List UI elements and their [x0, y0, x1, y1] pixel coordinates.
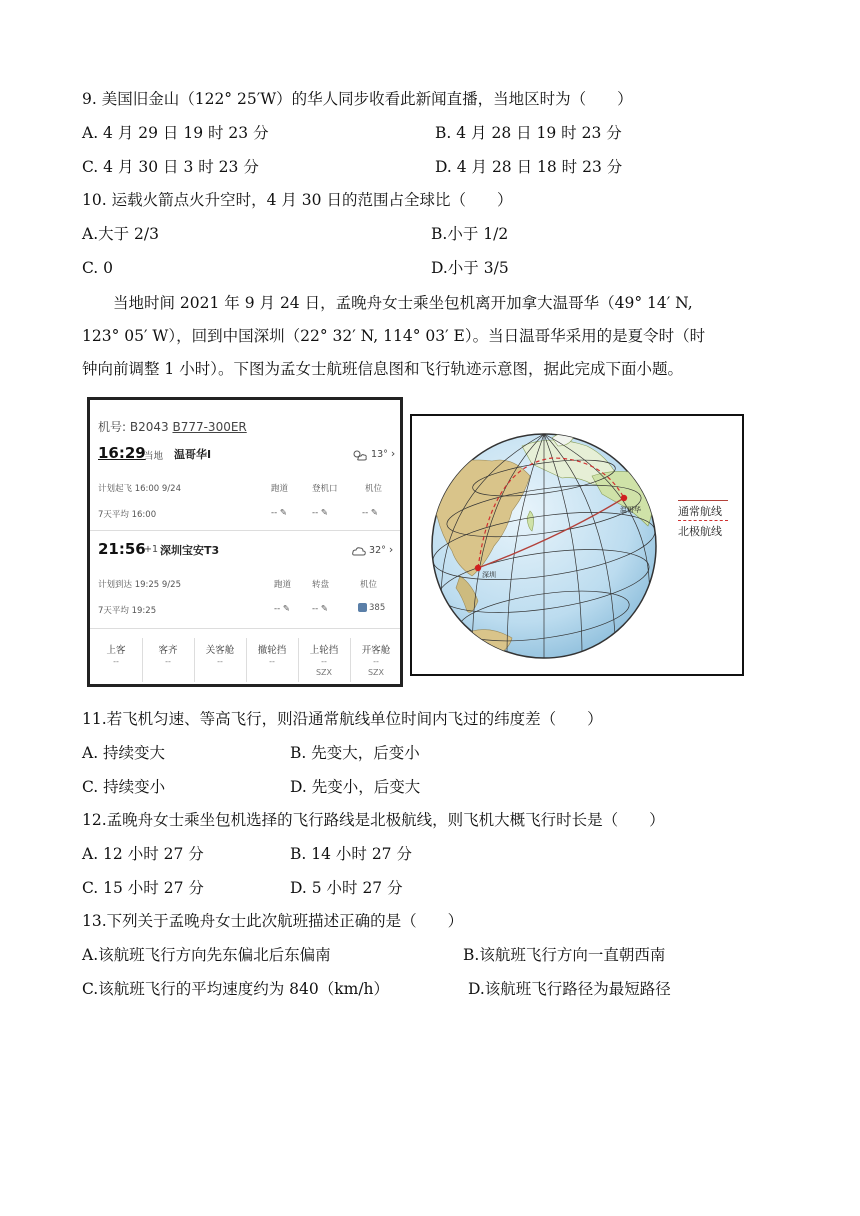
q9-option-a: A. 4 月 29 日 19 时 23 分 [82, 124, 269, 142]
gate-value: -- ✎ [312, 508, 328, 518]
q9-option-b: B. 4 月 28 日 19 时 23 分 [435, 124, 622, 142]
edit-icon[interactable]: ✎ [370, 508, 378, 518]
avg7-arrival: 7天平均 19:25 [98, 606, 157, 616]
status-chocks-off: 撤轮挡 -- [257, 645, 287, 666]
aircraft-model: B777-300ER [172, 420, 247, 434]
globe-map [412, 416, 742, 674]
departure-weather [352, 447, 395, 461]
planned-arrival: 计划到达 19:25 9/25 [98, 580, 181, 590]
gate-header: 登机口 [312, 484, 338, 494]
q11-option-c: C. 持续变小 [82, 778, 166, 796]
q13-stem: 13.下列关于孟晚舟女士此次航班描述正确的是（ ） [82, 912, 464, 930]
parking-icon [358, 603, 367, 612]
flight-info-card [87, 397, 403, 687]
q11-stem: 11.若飞机匀速、等高飞行，则沿通常航线单位时间内飞过的纬度差（ ） [82, 710, 603, 728]
edit-icon[interactable]: ✎ [320, 604, 328, 614]
q12-option-a: A. 12 小时 27 分 [82, 845, 204, 863]
legend-polar-route: 北极航线 [678, 520, 728, 539]
q13-option-d: D.该航班飞行路径为最短路径 [468, 980, 671, 998]
legend-normal-route: 通常航线 [678, 500, 728, 519]
legend-solid-line [678, 500, 728, 501]
runway-header: 跑道 [271, 484, 289, 494]
departure-time: 16:29 [98, 444, 146, 462]
divider [90, 628, 400, 629]
cloud-icon [352, 546, 366, 556]
q10-option-c: C. 0 [82, 259, 114, 277]
q13-option-a: A.该航班飞行方向先东偏北后东偏南 [82, 946, 331, 964]
shenzhen-label: 深圳 [482, 571, 496, 579]
q12-option-d: D. 5 小时 27 分 [290, 879, 403, 897]
carousel-header: 转盘 [312, 580, 330, 590]
runway-header-arr: 跑道 [274, 580, 292, 590]
status-chocks-on: 上轮挡 -- SZX [309, 645, 339, 677]
q13-option-c: C.该航班飞行的平均速度约为 840（km/h） [82, 980, 390, 998]
q11-option-d: D. 先变小，后变大 [290, 778, 421, 796]
divider [90, 530, 400, 531]
vancouver-label: 温哥华 [620, 506, 641, 514]
status-boarding: 上客 -- [106, 645, 126, 666]
carousel-value: -- ✎ [312, 604, 328, 614]
legend-dashed-line [678, 520, 728, 521]
flight-no-label: 机号: B2043 [98, 420, 169, 434]
flight-route-globe-figure [410, 414, 744, 676]
chevron-right-icon[interactable]: › [388, 543, 394, 556]
stand-header: 机位 [365, 484, 383, 494]
arrival-time: 21:56 [98, 540, 146, 558]
q9-option-c: C. 4 月 30 日 3 时 23 分 [82, 158, 259, 176]
status-door-open: 开客舱 -- SZX [361, 645, 391, 677]
passage-line-2: 123° 05′ W），回到中国深圳（22° 32′ N, 114° 03′ E）。当日温哥华采用的是夏令时（时 [82, 327, 706, 345]
runway-value: -- ✎ [271, 508, 287, 518]
status-all-aboard: 客齐 -- [158, 645, 178, 666]
q9-option-d: D. 4 月 28 日 18 时 23 分 [435, 158, 623, 176]
departure-temp: 13° [371, 449, 388, 460]
passage-line-3: 钟向前调整 1 小时）。下图为孟女士航班信息图和飞行轨迹示意图，据此完成下面小题。 [82, 360, 683, 378]
status-door-closed: 关客舱 -- [205, 645, 235, 666]
partly-cloudy-icon [352, 449, 368, 461]
avg7-departure: 7天平均 16:00 [98, 510, 157, 520]
q11-option-a: A. 持续变大 [82, 744, 166, 762]
passage-line-1: 当地时间 2021 年 9 月 24 日，孟晚舟女士乘坐包机离开加拿大温哥华（49° 14′ N, [113, 294, 693, 312]
flight-number [98, 418, 247, 435]
q11-option-b: B. 先变大，后变小 [290, 744, 420, 762]
shenzhen-marker [475, 565, 481, 571]
departure-local-label: 当地 [144, 451, 164, 462]
edit-icon[interactable]: ✎ [320, 508, 328, 518]
q12-stem: 12.孟晚舟女士乘坐包机选择的飞行路线是北极航线，则飞机大概飞行时长是（ ） [82, 811, 665, 829]
q10-option-a: A.大于 2/3 [82, 225, 159, 243]
q12-option-c: C. 15 小时 27 分 [82, 879, 204, 897]
departure-airport: 温哥华I [174, 448, 212, 461]
q10-option-d: D.小于 3/5 [431, 259, 509, 277]
chevron-right-icon[interactable]: › [390, 447, 396, 460]
q9-stem: 9. 美国旧金山（122° 25′W）的华人同步收看此新闻直播，当地区时为（ ） [82, 90, 633, 108]
planned-departure: 计划起飞 16:00 9/24 [98, 484, 181, 494]
arrival-temp: 32° [369, 545, 386, 556]
vancouver-marker [621, 495, 627, 501]
stand-number: 385 [358, 603, 385, 613]
edit-icon[interactable]: ✎ [282, 604, 290, 614]
stand-header-arr: 机位 [360, 580, 378, 590]
q12-option-b: B. 14 小时 27 分 [290, 845, 412, 863]
q13-option-b: B.该航班飞行方向一直朝西南 [463, 946, 666, 964]
q10-option-b: B.小于 1/2 [431, 225, 509, 243]
arrival-day-plus: +1 [144, 544, 159, 555]
stand-value: -- ✎ [362, 508, 378, 518]
edit-icon[interactable]: ✎ [279, 508, 287, 518]
arrival-airport: 深圳宝安T3 [160, 544, 220, 557]
arrival-weather [352, 543, 393, 556]
q10-stem: 10. 运载火箭点火升空时，4 月 30 日的范围占全球比（ ） [82, 191, 513, 209]
runway-value-arr: -- ✎ [274, 604, 290, 614]
